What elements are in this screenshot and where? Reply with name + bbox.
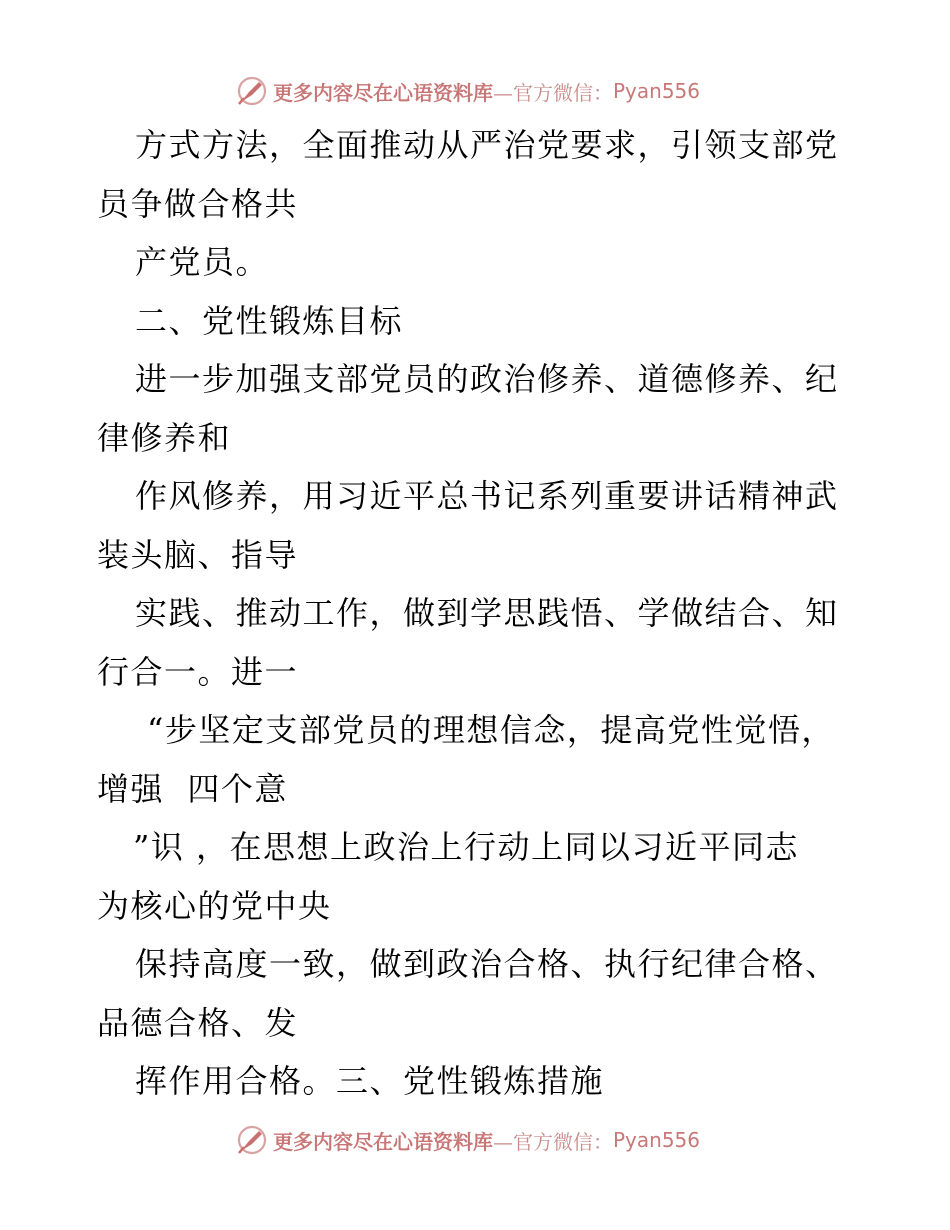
watermark-title: 更多内容尽在心语资料库 [273,80,493,105]
paragraph-line: 挥作用合格。三、党性锻炼措施 [135,1062,605,1100]
header-watermark [235,73,700,109]
logo-icon [235,74,269,108]
section-heading: 二、党性锻炼目标 [135,301,404,340]
paragraph-line: 方式方法，全面推动从严治党要求，引领支部党 [135,126,839,164]
paragraph-line: 产党员。 [135,243,270,281]
paragraph-line: 作风修养，用习近平总书记系列重要讲话精神武 [135,477,839,515]
footer-watermark [235,1122,700,1158]
watermark-title: 更多内容尽在心语资料库 [273,1129,493,1154]
watermark-separator: —官方微信： [493,80,613,105]
document-body [97,116,857,1111]
paragraph-line: “步坚定支部党员的理想信念，提高党性觉悟， [147,711,835,749]
paragraph-line: 律修养和 [97,418,232,457]
watermark-separator: —官方微信： [493,1129,613,1154]
watermark-wechat-id: Pyan556 [613,79,701,103]
paragraph-line: ”识 ，在思想上政治上行动上同以习近平同志 [133,828,800,866]
paragraph-line: 实践、推动工作，做到学思践悟、学做结合、知 [135,594,839,632]
paragraph-line: 行合一。进一 [97,652,299,691]
paragraph-line: 进一步加强支部党员的政治修养、道德修养、纪 [135,360,839,398]
paragraph-line: 保持高度一致，做到政治合格、执行纪律合格、 [135,945,839,983]
logo-icon [235,1123,269,1157]
paragraph-line: 为核心的党中央 [97,886,332,925]
paragraph-line: 增强 四个意 [97,769,288,808]
paragraph-line: 装头脑、指导 [97,535,299,574]
paragraph-line: 员争做合格共 [97,184,299,223]
paragraph-line: 品德合格、发 [97,1003,299,1042]
watermark-wechat-id: Pyan556 [613,1128,701,1152]
